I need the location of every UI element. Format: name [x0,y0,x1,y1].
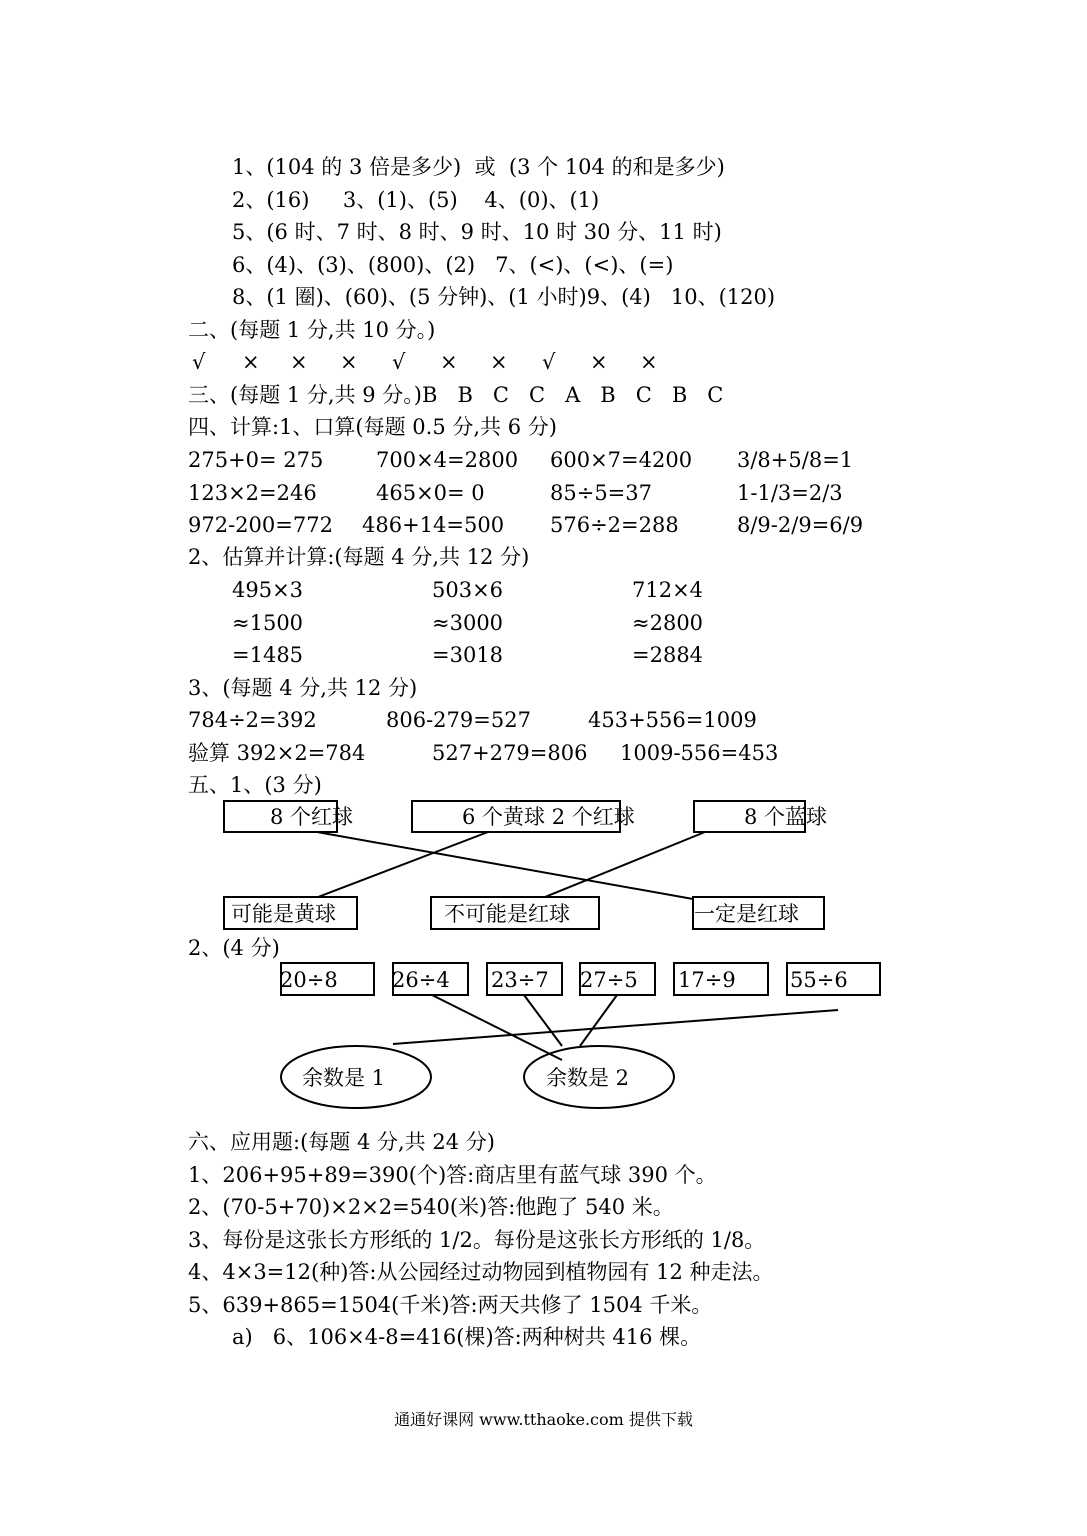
answer-line-5: 8、(1 圈)、(60)、(5 分钟)、(1 小时)9、(4) 10、(120) [232,285,776,309]
q2-oval-label: 余数是 2 [546,1066,630,1090]
oral-calc-cell: 700×4=2800 [376,448,519,472]
q2-box-label: 23÷7 [491,968,549,992]
estimate-heading: 2、估算并计算:(每题 4 分,共 12 分) [188,545,530,569]
mark: × [290,350,308,374]
section-6-heading: 六、应用题:(每题 4 分,共 24 分) [188,1130,495,1154]
estimate-cell: ≈3000 [432,611,504,635]
section-2-heading: 二、(每题 1 分,共 10 分。) [188,318,436,342]
word-problem-answer: 5、639+865=1504(千米)答:两天共修了 1504 千米。 [188,1293,713,1317]
estimate-cell: 495×3 [232,578,304,602]
oral-calc-cell: 3/8+5/8=1 [737,448,854,472]
q1-top-label: 6 个黄球 2 个红球 [462,805,635,829]
match-line [524,995,562,1046]
answer-line-4: 6、(4)、(3)、(800)、(2) 7、(<)、(<)、(=) [232,253,674,277]
q1-bottom-label: 不可能是红球 [444,902,570,926]
q1-bottom-label: 可能是黄球 [231,902,336,926]
mark: × [242,350,260,374]
part3-cell: 1009-556=453 [620,741,779,765]
part3-heading: 3、(每题 4 分,共 12 分) [188,676,418,700]
oral-calc-cell: 8/9-2/9=6/9 [737,513,864,537]
estimate-cell: =1485 [232,643,304,667]
oral-calc-cell: 465×0= 0 [376,481,485,505]
match-line [432,995,562,1060]
oral-calc-cell: 576÷2=288 [550,513,679,537]
match-line [317,832,693,899]
word-problem-answer: 2、(70-5+70)×2×2=540(米)答:他跑了 540 米。 [188,1195,674,1219]
section-5-q1-heading: 五、1、(3 分) [188,773,322,797]
mark: √ [542,350,556,374]
estimate-cell: 712×4 [632,578,704,602]
oral-calc-cell: 486+14=500 [362,513,505,537]
oral-calc-cell: 1-1/3=2/3 [737,481,843,505]
q1-bottom-label: 一定是红球 [694,902,799,926]
mark: × [640,350,658,374]
q2-box-label: 55÷6 [790,968,848,992]
part3-cell: 784÷2=392 [188,708,317,732]
estimate-cell: =2884 [632,643,704,667]
oral-calc-cell: 85÷5=37 [550,481,652,505]
match-line [580,995,617,1046]
mark: × [440,350,458,374]
answer-line-3: 5、(6 时、7 时、8 时、9 时、10 时 30 分、11 时) [232,220,722,244]
estimate-cell: ≈1500 [232,611,304,635]
part3-cell: 527+279=806 [432,741,588,765]
part3-cell: 806-279=527 [386,708,531,732]
match-line [318,832,488,897]
mark: √ [392,350,406,374]
q2-box-label: 20÷8 [280,968,338,992]
word-problem-answer: 1、206+95+89=390(个)答:商店里有蓝气球 390 个。 [188,1163,717,1187]
section-3-line: 三、(每题 1 分,共 9 分。)B B C C A B C B C [188,383,724,407]
mark: × [490,350,508,374]
match-line [393,1010,838,1044]
mark: √ [192,350,206,374]
mark: × [590,350,608,374]
oral-calc-cell: 123×2=246 [188,481,317,505]
oral-calc-cell: 275+0= 275 [188,448,324,472]
estimate-cell: ≈2800 [632,611,704,635]
part3-cell: 453+556=1009 [588,708,757,732]
estimate-cell: =3018 [432,643,504,667]
part3-cell: 验算 392×2=784 [188,741,366,765]
q1-top-label: 8 个红球 [270,805,354,829]
page-footer: 通通好课网 www.tthaoke.com 提供下载 [394,1410,693,1429]
word-problem-answer: a) 6、106×4-8=416(棵)答:两种树共 416 棵。 [232,1325,702,1349]
q2-box-label: 17÷9 [678,968,736,992]
q2-box-label: 27÷5 [580,968,638,992]
estimate-cell: 503×6 [432,578,504,602]
q1-top-label: 8 个蓝球 [744,805,828,829]
section-4-heading: 四、计算:1、口算(每题 0.5 分,共 6 分) [188,415,557,439]
word-problem-answer: 4、4×3=12(种)答:从公园经过动物园到植物园有 12 种走法。 [188,1260,774,1284]
word-problem-answer: 3、每份是这张长方形纸的 1/2。每份是这张长方形纸的 1/8。 [188,1228,766,1252]
oral-calc-cell: 972-200=772 [188,513,333,537]
section-5-q2-heading: 2、(4 分) [188,936,280,960]
q2-box-label: 26÷4 [392,968,450,992]
mark: × [340,350,358,374]
oral-calc-cell: 600×7=4200 [550,448,693,472]
answer-line-2: 2、(16) 3、(1)、(5) 4、(0)、(1) [232,188,600,212]
q2-oval-label: 余数是 1 [302,1066,386,1090]
answer-line-1: 1、(104 的 3 倍是多少) 或 (3 个 104 的和是多少) [232,155,725,179]
